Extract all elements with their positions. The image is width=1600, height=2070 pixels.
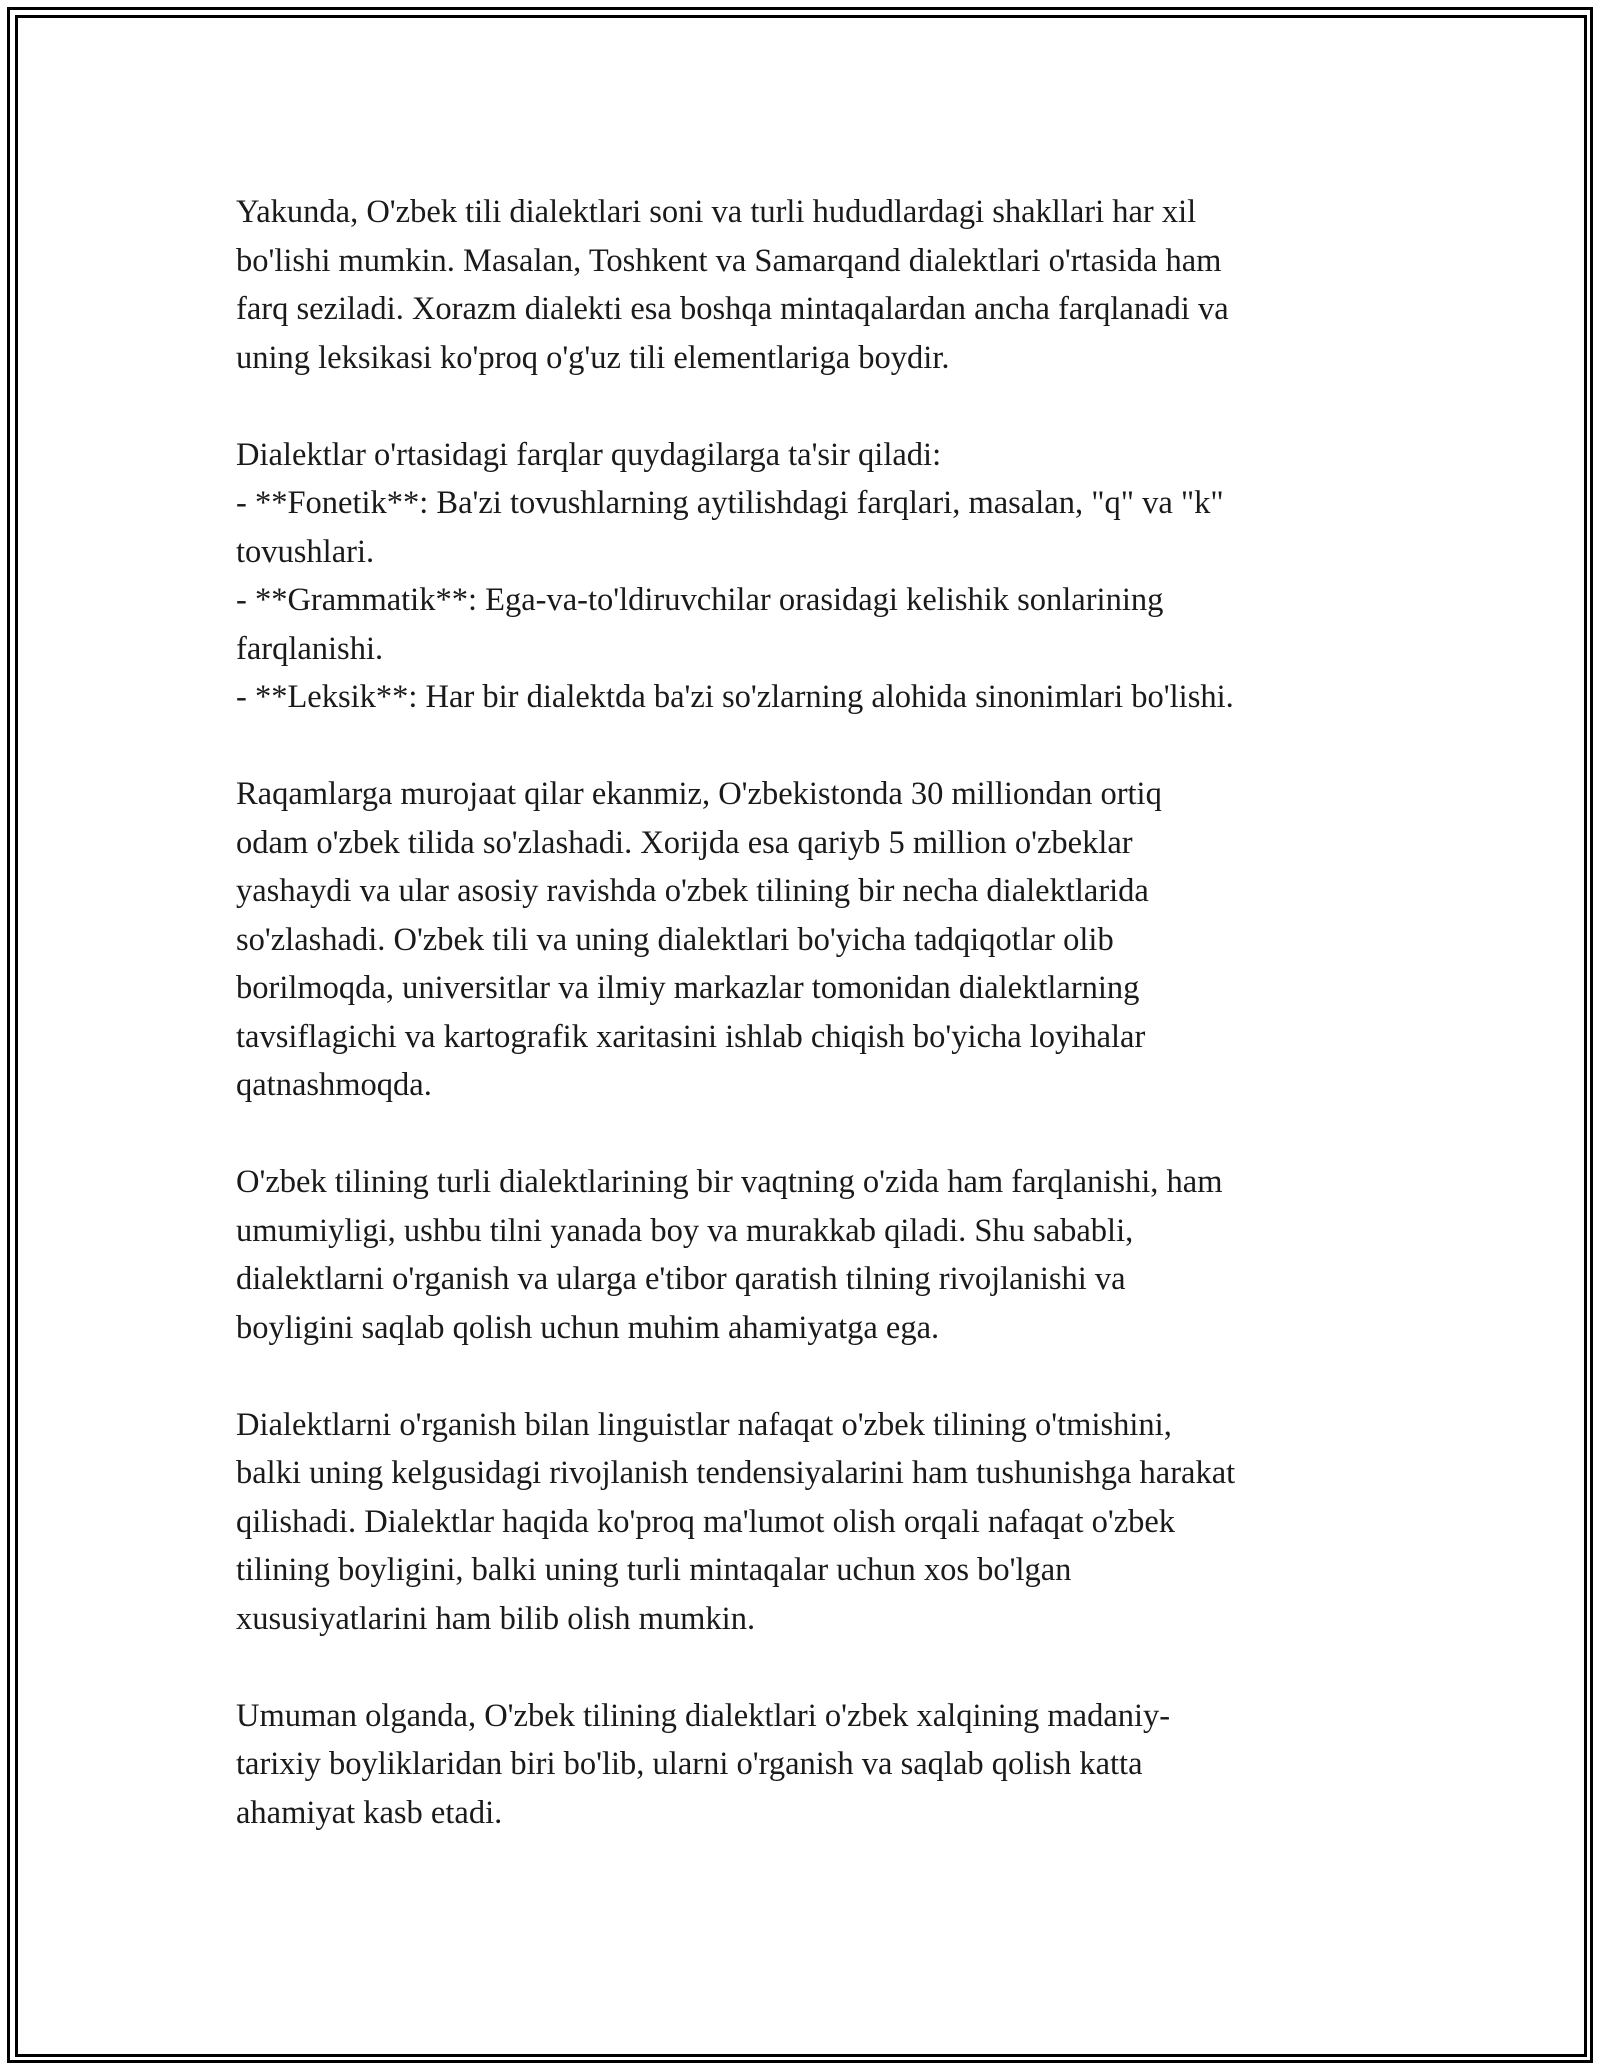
text-line: Yakunda, O'zbek tili dialektlari soni va turli hududlardagi shakllari har xil bbox=[236, 194, 1197, 230]
text-line: uning leksikasi ko'proq o'g'uz tili elementlariga boydir. bbox=[236, 339, 950, 376]
paragraph-diversity bbox=[236, 1158, 1371, 1352]
paragraph-statistics bbox=[236, 770, 1371, 1110]
list-item-grammatical: - **Grammatik**: Ega-va-to'ldiruvchilar orasidagi kelishik sonlarining bbox=[236, 582, 1164, 618]
list-item-grammatical-cont: farqlanishi. bbox=[236, 630, 384, 667]
text-line: borilmoqda, universitlar va ilmiy markazlar tomonidan dialektlarning bbox=[236, 970, 1140, 1006]
text-line: tilining boyligini, balki uning turli mintaqalar uchun xos bo'lgan bbox=[236, 1552, 1072, 1588]
list-item-phonetic: - **Fonetik**: Ba'zi tovushlarning aytilishdagi farqlari, masalan, "q" va "k" bbox=[236, 485, 1224, 521]
text-line: O'zbek tilining turli dialektlarining bir vaqtning o'zida ham farqlanishi, ham bbox=[236, 1164, 1223, 1200]
text-line: balki uning kelgusidagi rivojlanish tendensiyalarini ham tushunishga harakat bbox=[236, 1455, 1236, 1491]
text-line: umumiyligi, ushbu tilni yanada boy va murakkab qiladi. Shu sababli, bbox=[236, 1212, 1134, 1249]
text-line: so'zlashadi. O'zbek tili va uning dialektlari bo'yicha tadqiqotlar olib bbox=[236, 921, 1114, 958]
text-line: tarixiy boyliklaridan biri bo'lib, ularni o'rganish va saqlab qolish katta bbox=[236, 1746, 1143, 1782]
text-line: bo'lishi mumkin. Masalan, Toshkent va Samarqand dialektlari o'rtasida ham bbox=[236, 242, 1222, 279]
paragraph-differences-list bbox=[236, 431, 1371, 722]
text-line: Dialektlarni o'rganish bilan linguistlar nafaqat o'zbek tilining o'tmishini, bbox=[236, 1406, 1172, 1443]
text-line: ahamiyat kasb etadi. bbox=[236, 1794, 503, 1831]
list-intro: Dialektlar o'rtasidagi farqlar quydagilarga ta'sir qiladi: bbox=[236, 436, 942, 473]
text-line: yashaydi va ular asosiy ravishda o'zbek tilining bir necha dialektlarida bbox=[236, 873, 1149, 909]
list-item-lexical: - **Leksik**: Har bir dialektda ba'zi so'zlarning alohida sinonimlari bo'lishi. bbox=[236, 679, 1234, 715]
list-item-phonetic-cont: tovushlari. bbox=[236, 533, 375, 570]
document-body bbox=[236, 188, 1371, 1886]
text-line: Raqamlarga murojaat qilar ekanmiz, O'zbekistonda 30 milliondan ortiq bbox=[236, 776, 1162, 812]
text-line: qilishadi. Dialektlar haqida ko'proq ma'lumot olish orqali nafaqat o'zbek bbox=[236, 1503, 1176, 1540]
text-line: qatnashmoqda. bbox=[236, 1067, 432, 1103]
paragraph-linguists bbox=[236, 1401, 1371, 1644]
text-line: farq seziladi. Xorazm dialekti esa boshqa mintaqalardan ancha farqlanadi va bbox=[236, 291, 1229, 327]
text-line: odam o'zbek tilida so'zlashadi. Xorijda esa qariyb 5 million o'zbeklar bbox=[236, 824, 1133, 861]
text-line: boyligini saqlab qolish uchun muhim ahamiyatga ega. bbox=[236, 1309, 940, 1346]
text-line: xususiyatlarini ham bilib olish mumkin. bbox=[236, 1600, 756, 1637]
text-line: Umuman olganda, O'zbek tilining dialektlari o'zbek xalqining madaniy- bbox=[236, 1697, 1171, 1734]
text-line: tavsiflagichi va kartografik xaritasini ishlab chiqish bo'yicha loyihalar bbox=[236, 1018, 1146, 1055]
paragraph-conclusion-dialects bbox=[236, 188, 1371, 382]
paragraph-summary bbox=[236, 1692, 1371, 1838]
text-line: dialektlarni o'rganish va ularga e'tibor qaratish tilning rivojlanishi va bbox=[236, 1261, 1126, 1297]
